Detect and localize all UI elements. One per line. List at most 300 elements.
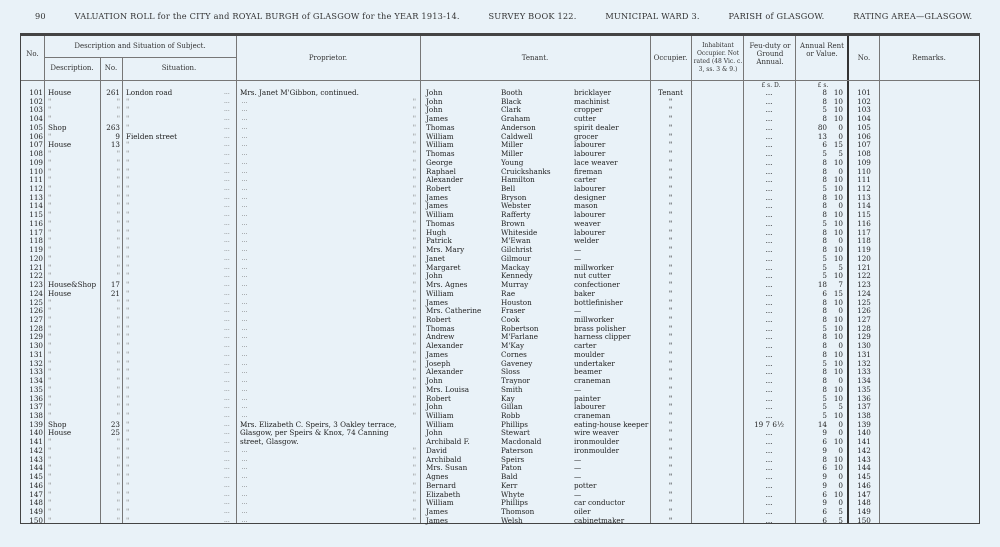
rent-shillings: 10 bbox=[833, 314, 843, 324]
entry-no: 113 bbox=[29, 192, 43, 202]
situation: " ... bbox=[126, 246, 234, 255]
rent-pounds: 9 bbox=[822, 472, 827, 482]
rent-pounds: 9 bbox=[822, 480, 827, 490]
entry-no: 119 bbox=[29, 245, 43, 255]
feu-duty: ... bbox=[765, 402, 773, 412]
house-number: " bbox=[116, 384, 120, 394]
tenant-first-name: Agnes bbox=[426, 472, 449, 482]
house-number: " bbox=[116, 454, 120, 464]
tenant-occupation: cropper bbox=[574, 105, 603, 115]
tenant-surname: Cook bbox=[501, 314, 520, 324]
tenant-first-name: John bbox=[426, 96, 443, 106]
proprietor: " bbox=[412, 192, 416, 202]
house-number: " bbox=[116, 105, 120, 115]
description: " bbox=[48, 489, 52, 499]
house-number: " bbox=[116, 306, 120, 316]
entry-no-right: 105 bbox=[857, 122, 871, 132]
tenant-surname: Smith bbox=[501, 384, 523, 394]
feu-duty: ... bbox=[765, 253, 773, 263]
entry-no: 123 bbox=[29, 280, 43, 290]
entry-no: 136 bbox=[29, 393, 43, 403]
description: " bbox=[48, 437, 52, 447]
feu-duty: ... bbox=[765, 245, 773, 255]
house-number: " bbox=[116, 498, 120, 508]
description: Shop bbox=[48, 419, 67, 429]
house-number: 261 bbox=[106, 88, 120, 97]
feu-duty: ... bbox=[765, 175, 773, 185]
tenant-surname: Mackay bbox=[501, 262, 530, 272]
tenant-occupation: — bbox=[574, 472, 582, 482]
proprietor: " bbox=[412, 96, 416, 106]
proprietor: " bbox=[412, 210, 416, 220]
tenant-first-name: John bbox=[426, 271, 443, 281]
house-number: " bbox=[116, 192, 120, 202]
tenant-occupation: painter bbox=[574, 393, 601, 403]
tenant-occupation: ironmoulder bbox=[574, 445, 620, 455]
rent-shillings: 10 bbox=[833, 114, 843, 124]
rent-shillings: 0 bbox=[838, 376, 843, 386]
occupier: " bbox=[668, 218, 673, 228]
entry-no: 138 bbox=[29, 411, 43, 420]
entry-no-right: 101 bbox=[857, 88, 871, 97]
occupier: " bbox=[668, 227, 673, 237]
rent-pounds: 8 bbox=[822, 349, 827, 359]
tenant-occupation: craneman bbox=[574, 411, 611, 420]
entry-no: 107 bbox=[29, 140, 43, 150]
rent-shillings: 15 bbox=[833, 288, 843, 298]
proprietor: " bbox=[412, 236, 416, 246]
occupier: " bbox=[668, 122, 673, 132]
rent-shillings: 5 bbox=[838, 262, 843, 272]
proprietor: " bbox=[412, 280, 416, 290]
entry-no: 133 bbox=[29, 367, 43, 377]
rent-shillings: 0 bbox=[838, 236, 843, 246]
situation: " ... bbox=[126, 508, 234, 517]
feu-duty: ... bbox=[765, 445, 773, 455]
feu-duty: ... bbox=[765, 149, 773, 159]
rent-pounds: 6 bbox=[822, 463, 827, 473]
rent-pounds: 8 bbox=[822, 166, 827, 176]
feu-duty: ... bbox=[765, 157, 773, 167]
occupier: " bbox=[668, 507, 673, 517]
occupier: " bbox=[668, 332, 673, 342]
rent-pounds: 5 bbox=[822, 253, 827, 263]
table-row bbox=[21, 464, 979, 473]
entry-no: 101 bbox=[29, 88, 43, 97]
tenant-surname: Robertson bbox=[501, 323, 539, 333]
feu-duty: ... bbox=[765, 131, 773, 141]
description: " bbox=[48, 184, 52, 194]
tenant-surname: Whyte bbox=[501, 489, 525, 499]
feu-duty: ... bbox=[765, 393, 773, 403]
entry-no-right: 145 bbox=[857, 472, 871, 482]
tenant-occupation: confectioner bbox=[574, 280, 620, 290]
description: " bbox=[48, 253, 52, 263]
entry-no-right: 119 bbox=[857, 245, 871, 255]
house-number: 263 bbox=[106, 122, 120, 132]
proprietor: " bbox=[412, 288, 416, 298]
feu-duty: ... bbox=[765, 341, 773, 351]
table-row bbox=[21, 255, 979, 264]
house-number: " bbox=[116, 96, 120, 106]
entry-no-right: 108 bbox=[857, 149, 871, 159]
rent-pounds: 6 bbox=[822, 489, 827, 499]
entry-no-right: 141 bbox=[857, 437, 871, 447]
tenant-first-name: John bbox=[426, 376, 443, 386]
rent-pounds: 8 bbox=[822, 96, 827, 106]
occupier: " bbox=[668, 166, 673, 176]
entry-no-right: 127 bbox=[857, 314, 871, 324]
occupier: " bbox=[668, 376, 673, 386]
rent-pounds: 6 bbox=[822, 437, 827, 447]
description: " bbox=[48, 192, 52, 202]
table-row bbox=[21, 229, 979, 238]
rent-pounds: 8 bbox=[822, 314, 827, 324]
entry-no: 114 bbox=[29, 201, 43, 211]
tenant-first-name: Bernard bbox=[426, 480, 456, 490]
entry-no: 121 bbox=[29, 262, 43, 272]
situation: London road ... bbox=[126, 89, 234, 98]
rent-shillings: 10 bbox=[833, 192, 843, 202]
description: " bbox=[48, 96, 52, 106]
tenant-surname: Welsh bbox=[501, 515, 523, 525]
tenant-first-name: Elizabeth bbox=[426, 489, 461, 499]
entry-no-right: 111 bbox=[857, 175, 871, 185]
feu-duty: ... bbox=[765, 314, 773, 324]
description: " bbox=[48, 201, 52, 211]
situation: " ... bbox=[126, 464, 234, 473]
tenant-occupation: oiler bbox=[574, 507, 591, 517]
tenant-occupation: nut cutter bbox=[574, 271, 611, 281]
tenant-occupation: fireman bbox=[574, 166, 603, 176]
entry-no: 117 bbox=[29, 227, 43, 237]
entry-no-right: 104 bbox=[857, 114, 871, 124]
proprietor: " bbox=[412, 358, 416, 368]
tenant-surname: Booth bbox=[501, 88, 523, 97]
tenant-occupation: machinist bbox=[574, 96, 610, 106]
proprietor: " bbox=[412, 262, 416, 272]
entry-no-right: 125 bbox=[857, 297, 871, 307]
house-number: " bbox=[116, 507, 120, 517]
tenant-occupation: eating-house keeper bbox=[574, 419, 649, 429]
description: " bbox=[48, 227, 52, 237]
tenant-surname: Kay bbox=[501, 393, 515, 403]
entry-no-right: 132 bbox=[857, 358, 871, 368]
municipal-ward: MUNICIPAL WARD 3. bbox=[605, 11, 700, 21]
tenant-occupation: moulder bbox=[574, 349, 605, 359]
feu-duty: ... bbox=[765, 210, 773, 220]
feu-duty: ... bbox=[765, 105, 773, 115]
valuation-table bbox=[20, 33, 980, 524]
entry-no-right: 102 bbox=[857, 96, 871, 106]
entry-no-right: 106 bbox=[857, 131, 871, 141]
proprietor: Mrs. Elizabeth C. Speirs, 3 Oakley terrace, bbox=[240, 419, 397, 429]
proprietor: " bbox=[412, 411, 416, 420]
col-description: Description. bbox=[50, 64, 94, 72]
entry-no: 137 bbox=[29, 402, 43, 412]
rent-pounds: 8 bbox=[822, 306, 827, 316]
entry-no-right: 112 bbox=[857, 184, 871, 194]
tenant-occupation: weaver bbox=[574, 218, 601, 228]
tenant-first-name: Archibald bbox=[426, 454, 462, 464]
entry-no: 104 bbox=[29, 114, 43, 124]
rent-pounds: 5 bbox=[822, 402, 827, 412]
entry-no: 108 bbox=[29, 149, 43, 159]
rent-pounds: 8 bbox=[822, 201, 827, 211]
occupier: Tenant bbox=[658, 88, 683, 97]
situation: " ... bbox=[126, 229, 234, 238]
situation: " ... bbox=[126, 342, 234, 351]
feu-duty: ... bbox=[765, 280, 773, 290]
tenant-surname: Black bbox=[501, 96, 522, 106]
proprietor: " bbox=[412, 314, 416, 324]
proprietor: " bbox=[412, 140, 416, 150]
description: " bbox=[48, 341, 52, 351]
situation: " ... bbox=[126, 141, 234, 150]
feu-duty: ... bbox=[765, 122, 773, 132]
description: House bbox=[48, 288, 72, 298]
proprietor: " bbox=[412, 454, 416, 464]
tenant-first-name: Margaret bbox=[426, 262, 461, 272]
tenant-surname: Stewart bbox=[501, 428, 530, 438]
rent-pounds: 8 bbox=[822, 384, 827, 394]
house-number: " bbox=[116, 480, 120, 490]
feu-duty: ... bbox=[765, 332, 773, 342]
col-proprietor: Proprietor. bbox=[308, 54, 348, 62]
occupier: " bbox=[668, 515, 673, 525]
feu-duty: ... bbox=[765, 515, 773, 525]
tenant-occupation: carter bbox=[574, 341, 597, 351]
tenant-first-name: Andrew bbox=[426, 332, 455, 342]
occupier: " bbox=[668, 489, 673, 499]
entry-no: 102 bbox=[29, 96, 43, 106]
rent-pounds: 5 bbox=[822, 184, 827, 194]
situation: " ... bbox=[126, 255, 234, 264]
occupier: " bbox=[668, 384, 673, 394]
rent-pounds: 8 bbox=[822, 210, 827, 220]
proprietor: " bbox=[412, 218, 416, 228]
description: " bbox=[48, 358, 52, 368]
rent-shillings: 7 bbox=[838, 280, 843, 290]
table-row bbox=[21, 368, 979, 377]
house-number: 13 bbox=[110, 140, 120, 150]
tenant-occupation: craneman bbox=[574, 376, 611, 386]
occupier: " bbox=[668, 411, 673, 420]
tenant-first-name: Thomas bbox=[426, 323, 455, 333]
rent-shillings: 10 bbox=[833, 323, 843, 333]
occupier: " bbox=[668, 445, 673, 455]
house-number: " bbox=[116, 236, 120, 246]
occupier: " bbox=[668, 297, 673, 307]
rent-pounds: 8 bbox=[822, 88, 827, 97]
house-number: " bbox=[116, 323, 120, 333]
rent-shillings: 0 bbox=[838, 445, 843, 455]
table-row bbox=[21, 412, 979, 421]
situation: " ... bbox=[126, 377, 234, 386]
occupier: " bbox=[668, 236, 673, 246]
situation: " ... bbox=[126, 220, 234, 229]
situation: " ... bbox=[126, 124, 234, 133]
tenant-first-name: James bbox=[426, 297, 448, 307]
entry-no-right: 129 bbox=[857, 332, 871, 342]
tenant-occupation: — bbox=[574, 463, 582, 473]
feu-duty: ... bbox=[765, 428, 773, 438]
rent-shillings: 10 bbox=[833, 157, 843, 167]
rent-units: £ s. bbox=[817, 82, 829, 89]
proprietor: " bbox=[412, 332, 416, 342]
occupier: " bbox=[668, 393, 673, 403]
rent-pounds: 8 bbox=[822, 236, 827, 246]
tenant-surname: Bell bbox=[501, 184, 516, 194]
rent-pounds: 13 bbox=[817, 131, 827, 141]
col-occupier: Occupier. bbox=[653, 54, 688, 62]
rent-pounds: 5 bbox=[822, 105, 827, 115]
situation: " ... bbox=[126, 360, 234, 369]
rating-area: RATING AREA—GLASGOW. bbox=[853, 11, 973, 21]
tenant-first-name: Robert bbox=[426, 314, 451, 324]
col-no: No. bbox=[26, 50, 39, 58]
rent-pounds: 6 bbox=[822, 507, 827, 517]
tenant-occupation: cutter bbox=[574, 114, 597, 124]
house-number: " bbox=[116, 437, 120, 447]
proprietor: " bbox=[412, 445, 416, 455]
tenant-surname: Gillan bbox=[501, 402, 523, 412]
tenant-occupation: wire weaver bbox=[574, 428, 619, 438]
entry-no: 124 bbox=[29, 288, 43, 298]
rent-shillings: 15 bbox=[833, 140, 843, 150]
description: " bbox=[48, 349, 52, 359]
rent-shillings: 0 bbox=[838, 498, 843, 508]
proprietor: " bbox=[412, 114, 416, 124]
proprietor: " bbox=[412, 472, 416, 482]
situation: " ... bbox=[126, 412, 234, 421]
description: " bbox=[48, 480, 52, 490]
situation: " ... bbox=[126, 176, 234, 185]
tenant-occupation: brass polisher bbox=[574, 323, 626, 333]
occupier: " bbox=[668, 498, 673, 508]
tenant-surname: Miller bbox=[501, 149, 523, 159]
house-number: " bbox=[116, 297, 120, 307]
rent-pounds: 8 bbox=[822, 332, 827, 342]
rent-pounds: 9 bbox=[822, 498, 827, 508]
feu-duty: ... bbox=[765, 376, 773, 386]
entry-no-right: 109 bbox=[857, 157, 871, 167]
situation: " ... bbox=[126, 150, 234, 159]
house-number: " bbox=[116, 157, 120, 167]
situation: " ... bbox=[126, 473, 234, 482]
tenant-occupation: labourer bbox=[574, 210, 606, 220]
tenant-first-name: John bbox=[426, 88, 443, 97]
house-number: " bbox=[116, 201, 120, 211]
rent-shillings: 0 bbox=[838, 306, 843, 316]
proprietor: " bbox=[412, 297, 416, 307]
situation: " ... bbox=[126, 202, 234, 211]
description: " bbox=[48, 175, 52, 185]
tenant-first-name: John bbox=[426, 105, 443, 115]
tenant-first-name: William bbox=[426, 411, 454, 420]
tenant-first-name: Robert bbox=[426, 393, 451, 403]
table-row bbox=[21, 508, 979, 517]
col-remarks: Remarks. bbox=[912, 54, 946, 62]
rent-shillings: 10 bbox=[833, 358, 843, 368]
rent-pounds: 8 bbox=[822, 227, 827, 237]
situation: " ... bbox=[126, 403, 234, 412]
rent-pounds: 5 bbox=[822, 393, 827, 403]
proprietor: " bbox=[412, 463, 416, 473]
entry-no-right: 148 bbox=[857, 498, 871, 508]
tenant-surname: Rafferty bbox=[501, 210, 531, 220]
house-number: " bbox=[116, 314, 120, 324]
occupier: " bbox=[668, 105, 673, 115]
feu-duty: ... bbox=[765, 349, 773, 359]
description: " bbox=[48, 105, 52, 115]
entry-no-right: 122 bbox=[857, 271, 871, 281]
table-row bbox=[21, 333, 979, 342]
rent-shillings: 5 bbox=[838, 507, 843, 517]
occupier: " bbox=[668, 419, 673, 429]
rent-shillings: 5 bbox=[838, 402, 843, 412]
tenant-surname: M'Farlane bbox=[501, 332, 539, 342]
tenant-surname: Rae bbox=[501, 288, 516, 298]
rent-pounds: 5 bbox=[822, 218, 827, 228]
situation: " ... bbox=[126, 211, 234, 220]
feu-duty: ... bbox=[765, 218, 773, 228]
house-number: " bbox=[116, 271, 120, 281]
entry-no: 118 bbox=[29, 236, 43, 246]
rent-shillings: 10 bbox=[833, 384, 843, 394]
description: " bbox=[48, 515, 52, 525]
occupier: " bbox=[668, 271, 673, 281]
rent-shillings: 0 bbox=[838, 428, 843, 438]
description: " bbox=[48, 114, 52, 124]
house-number: 9 bbox=[115, 131, 120, 141]
tenant-surname: Cruickshanks bbox=[501, 166, 551, 176]
occupier: " bbox=[668, 358, 673, 368]
rent-shillings: 0 bbox=[838, 341, 843, 351]
tenant-occupation: car conductor bbox=[574, 498, 625, 508]
situation: " ... bbox=[126, 272, 234, 281]
tenant-first-name: Mrs. Susan bbox=[426, 463, 468, 473]
tenant-occupation: potter bbox=[574, 480, 597, 490]
feu-duty: ... bbox=[765, 184, 773, 194]
tenant-surname: Cornes bbox=[501, 349, 527, 359]
feu-duty: ... bbox=[765, 114, 773, 124]
tenant-surname: Phillips bbox=[501, 419, 528, 429]
tenant-first-name: William bbox=[426, 288, 454, 298]
entry-no: 128 bbox=[29, 323, 43, 333]
tenant-first-name: James bbox=[426, 114, 448, 124]
tenant-occupation: bricklayer bbox=[574, 88, 612, 97]
entry-no-right: 107 bbox=[857, 140, 871, 150]
entry-no: 145 bbox=[29, 472, 43, 482]
description: " bbox=[48, 157, 52, 167]
situation: " ... bbox=[126, 491, 234, 500]
tenant-surname: Fraser bbox=[501, 306, 526, 316]
feu-duty: ... bbox=[765, 192, 773, 202]
tenant-occupation: bottlefinisher bbox=[574, 297, 623, 307]
tenant-first-name: William bbox=[426, 210, 454, 220]
entry-no: 126 bbox=[29, 306, 43, 316]
situation: " ... bbox=[126, 106, 234, 115]
situation: " ... bbox=[126, 333, 234, 342]
tenant-surname: Thomson bbox=[501, 507, 535, 517]
house-number: " bbox=[116, 515, 120, 525]
table-row bbox=[21, 473, 979, 482]
description: House bbox=[48, 428, 72, 438]
tenant-surname: Clark bbox=[501, 105, 521, 115]
house-number: " bbox=[116, 114, 120, 124]
rent-shillings: 10 bbox=[833, 271, 843, 281]
